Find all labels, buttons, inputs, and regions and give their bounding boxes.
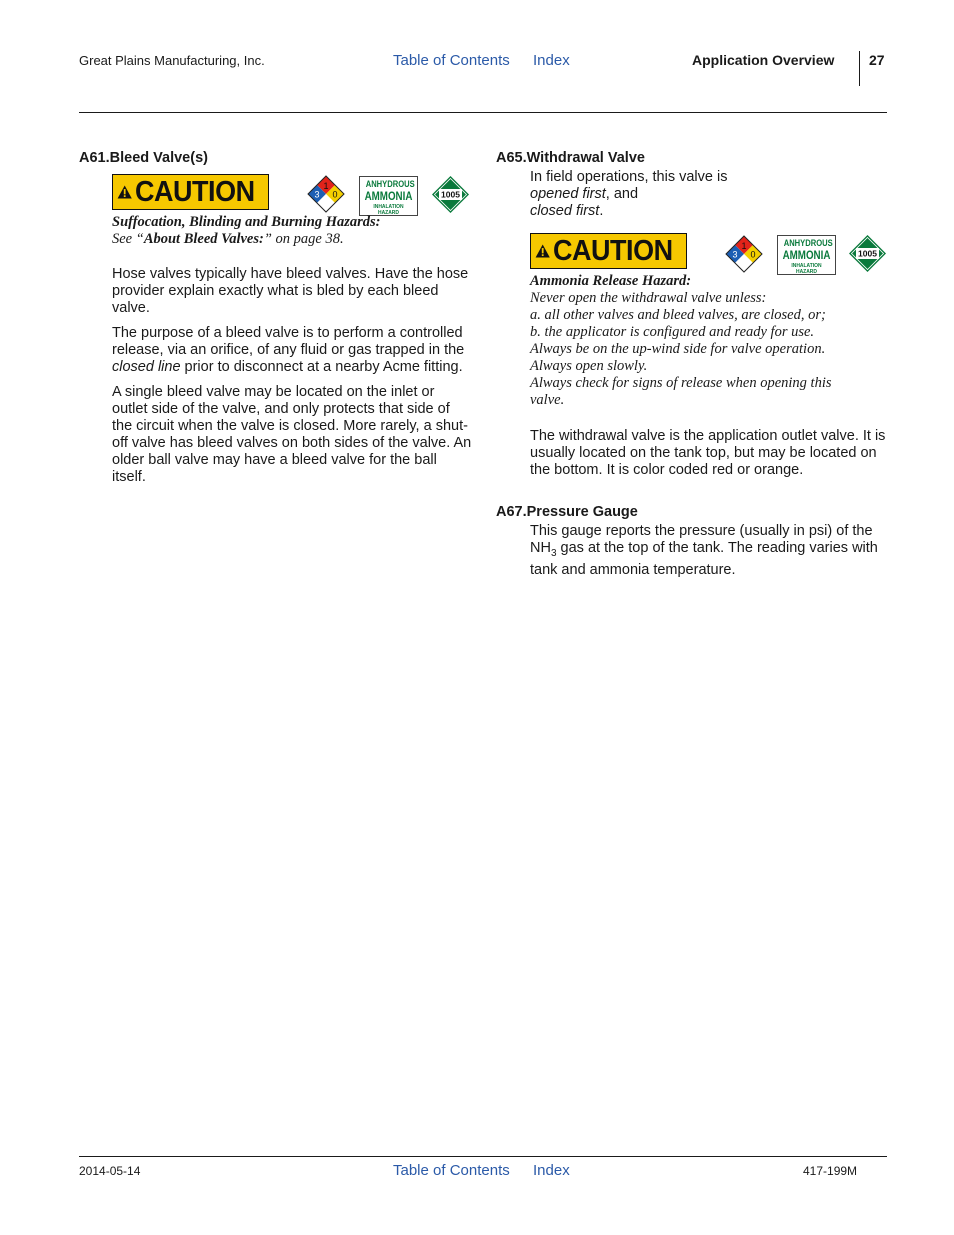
footer-doc-number: 417-199M	[803, 1164, 858, 1178]
a65-hazard-line: Always be on the up-wind side for valve operation.	[530, 341, 826, 357]
a65-hazard-line: valve.	[530, 392, 565, 408]
a61-heading: A61.Bleed Valve(s)	[79, 150, 208, 166]
footer-date: 2014-05-14	[79, 1164, 141, 1178]
caution-label-a61	[112, 174, 269, 210]
header-index-link[interactable]: Index	[533, 52, 570, 69]
nfpa-diamond-icon	[725, 235, 763, 273]
header-divider	[859, 51, 860, 86]
nfpa-flammability: 1	[741, 241, 747, 251]
a61-hazard-title: Suffocation, Blinding and Burning Hazards:	[112, 214, 381, 230]
a65-body: The withdrawal valve is the application outlet valve. It is usually located on the tank top, but may be located on the bottom. It is color coded red or orange.	[530, 428, 886, 478]
nfpa-health: 3	[732, 249, 738, 260]
a61-hazard-see: See “About Bleed Valves:” on page 38.	[112, 231, 344, 247]
footer-rule	[79, 1156, 887, 1157]
header-toc-link[interactable]: Table of Contents	[393, 52, 510, 69]
nfpa-reactivity: 0	[750, 249, 756, 260]
company-name: Great Plains Manufacturing, Inc.	[79, 53, 265, 68]
un-1005-placard-icon	[431, 175, 470, 214]
nfpa-health: 3	[314, 189, 320, 200]
a65-hazard	[530, 273, 880, 409]
anhydrous-ammonia-sign: ANHYDROUS AMMONIA INHALATION HAZARD	[359, 176, 418, 216]
un-1005-placard-icon	[848, 234, 887, 273]
warning-triangle-icon	[535, 239, 550, 263]
a67-heading: A67.Pressure Gauge	[496, 504, 638, 520]
a65-hazard-line: a. all other valves and bleed valves, are closed, or;	[530, 307, 826, 323]
a61-paragraph-1: Hose valves typically have bleed valves. Have the hose provider explain exactly what is bled by each bleed valve.	[112, 266, 469, 316]
a61-hazard	[112, 214, 452, 248]
nfpa-diamond-icon	[307, 175, 345, 213]
a65-hazard-line: Always open slowly.	[530, 358, 648, 374]
un-number: 1005	[858, 248, 877, 259]
a61-body	[112, 266, 472, 494]
a65-hazard-title: Ammonia Release Hazard:	[530, 273, 692, 289]
caution-word: CAUTION	[135, 175, 255, 208]
a65-intro: In field operations, this valve is opened first, and closed first.	[530, 169, 728, 219]
a65-hazard-line: Always check for signs of release when opening this	[530, 375, 832, 391]
nfpa-flammability: 1	[323, 181, 329, 191]
about-bleed-valves-ref: About Bleed Valves:	[143, 231, 264, 247]
nfpa-reactivity: 0	[332, 189, 338, 200]
footer-toc-link[interactable]: Table of Contents	[393, 1162, 510, 1179]
a65-hazard-line: Never open the withdrawal valve unless:	[530, 290, 767, 306]
caution-word: CAUTION	[553, 234, 673, 267]
section-title: Application Overview	[692, 52, 835, 68]
caution-label-a65	[530, 233, 687, 269]
a65-heading: A65.Withdrawal Valve	[496, 150, 645, 166]
un-number: 1005	[441, 189, 460, 200]
warning-triangle-icon	[117, 180, 132, 204]
anhydrous-ammonia-sign: ANHYDROUS AMMONIA INHALATION HAZARD	[777, 235, 836, 275]
a65-hazard-line: b. the applicator is configured and ready for use.	[530, 324, 815, 340]
a67-body: This gauge reports the pressure (usually in psi) of the $NH_3$ gas at the top of the tank. The reading varies with tank and ammonia temperature.	[530, 523, 878, 578]
a61-paragraph-2: The purpose of a bleed valve is to perform a controlled release, via an orifice, of any fluid or gas trapped in the closed line prior to disconnect at a nearby Acme fitting.	[112, 325, 465, 375]
a61-paragraph-3: A single bleed valve may be located on the inlet or outlet side of the valve, and only protects that side of the circuit when the valve is closed. More rarely, a shut-off valve has bleed valves on both sides of the valve. An older ball valve may have a bleed valve for the ball itself.	[112, 384, 472, 485]
footer-index-link[interactable]: Index	[533, 1162, 570, 1179]
header-rule	[79, 112, 887, 113]
page-number: 27	[869, 52, 885, 68]
